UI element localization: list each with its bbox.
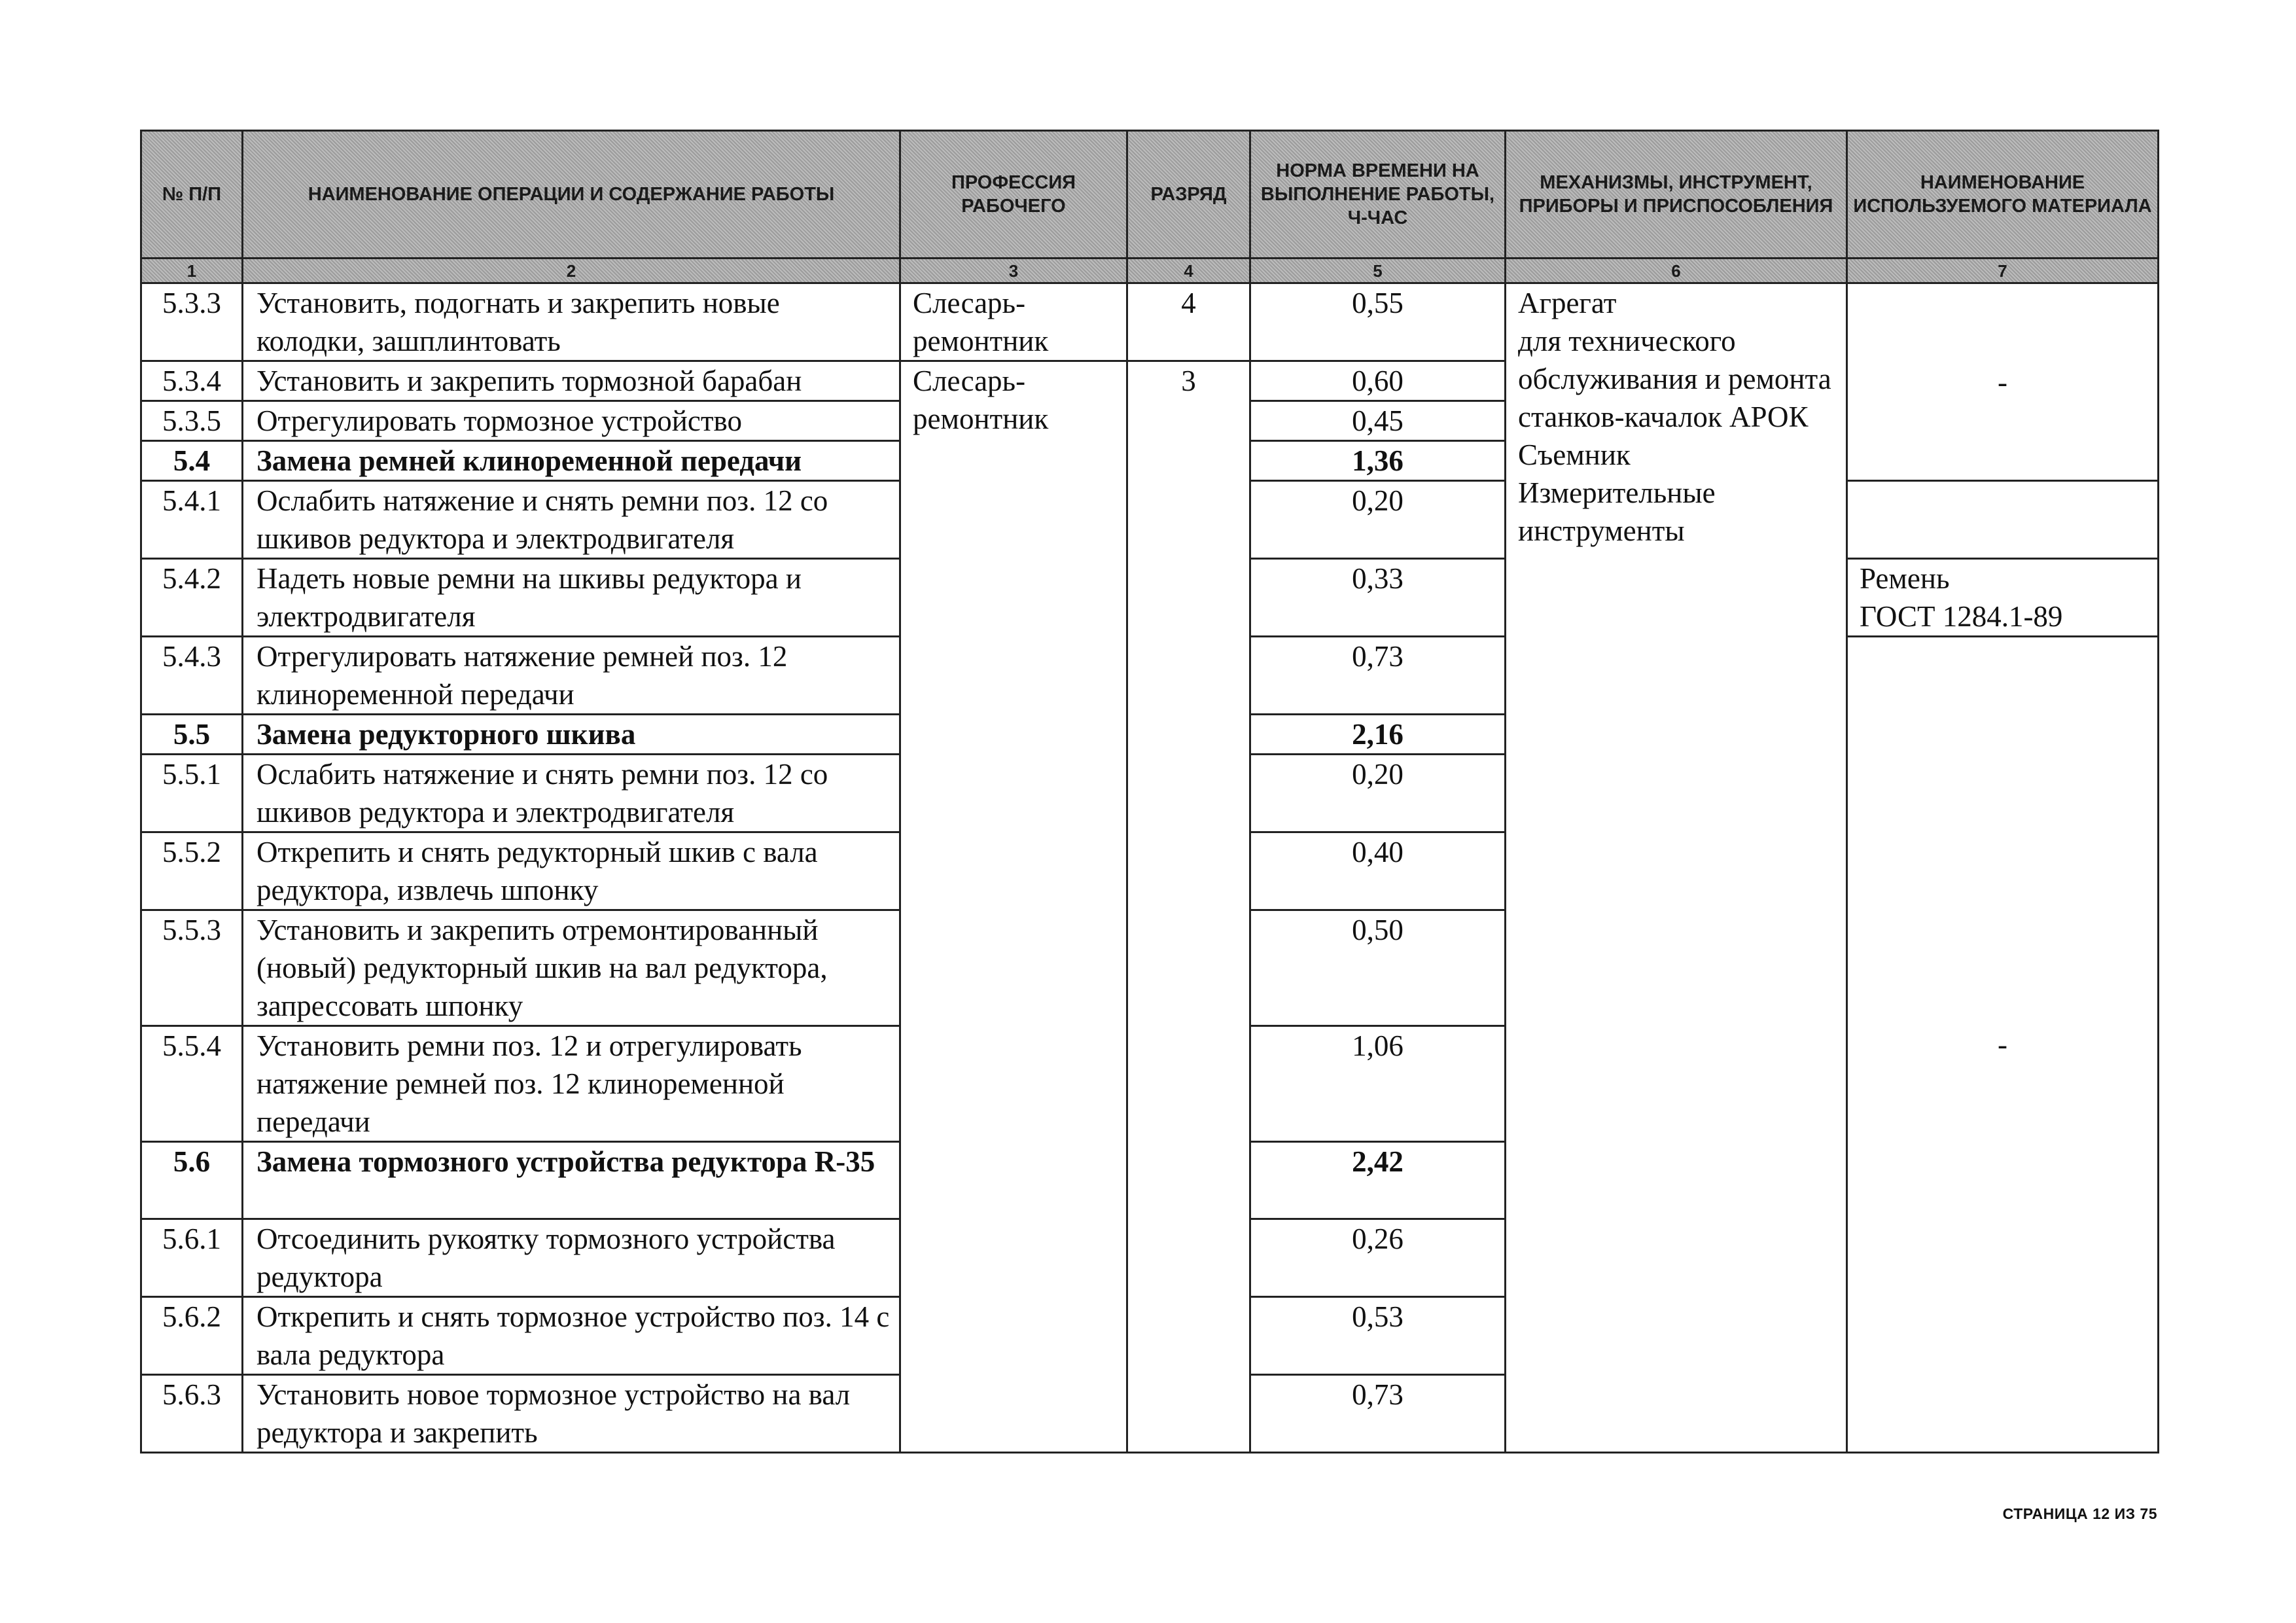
profession-cell: Слесарь- ремонтник: [900, 361, 1127, 1453]
row-number: 5.5.1: [141, 755, 243, 832]
column-number: 3: [900, 259, 1127, 283]
column-number: 1: [141, 259, 243, 283]
column-number: 2: [243, 259, 900, 283]
time-norm: 0,20: [1250, 755, 1506, 832]
time-norm: 0,45: [1250, 401, 1506, 441]
header-row: [141, 131, 2159, 259]
header-grade: РАЗРЯД: [1127, 131, 1250, 259]
column-number: 4: [1127, 259, 1250, 283]
row-number: 5.4: [141, 441, 243, 481]
operation-text: Отрегулировать натяжение ремней поз. 12 клиноременной передачи: [243, 637, 900, 715]
operation-text: Открепить и снять тормозное устройство поз. 14 с вала редуктора: [243, 1297, 900, 1375]
time-norm: 0,73: [1250, 1375, 1506, 1453]
column-number: 6: [1506, 259, 1847, 283]
operation-text: Отрегулировать тормозное устройство: [243, 401, 900, 441]
mechanisms-cell: Агрегат для технического обслуживания и ремонта станков-качалок АРОК Съемник Измерительные инструменты: [1506, 283, 1847, 1453]
row-number: 5.5: [141, 715, 243, 755]
operation-text: Открепить и снять редукторный шкив с вала редуктора, извлечь шпонку: [243, 832, 900, 910]
header-material: НАИМЕНОВАНИЕ ИСПОЛЬЗУЕМОГО МАТЕРИАЛА: [1847, 131, 2159, 259]
column-number-row: [141, 259, 2159, 283]
row-number: 5.6.2: [141, 1297, 243, 1375]
time-norm: 0,73: [1250, 637, 1506, 715]
operations-table: [140, 130, 2159, 1454]
section-title: Замена ремней клиноременной передачи: [243, 441, 900, 481]
header-time-norm: НОРМА ВРЕМЕНИ НА ВЫПОЛНЕНИЕ РАБОТЫ, Ч-ЧАС: [1250, 131, 1506, 259]
operation-text: Отсоединить рукоятку тормозного устройства редуктора: [243, 1219, 900, 1297]
table-row: [141, 283, 2159, 361]
time-norm: 1,36: [1250, 441, 1506, 481]
operation-text: Установить и закрепить тормозной барабан: [243, 361, 900, 401]
work-table-container: [140, 130, 2157, 1449]
material-cell: -: [1847, 637, 2159, 1453]
time-norm: 0,53: [1250, 1297, 1506, 1375]
time-norm: 2,16: [1250, 715, 1506, 755]
time-norm: 0,33: [1250, 559, 1506, 637]
material-cell: Ремень ГОСТ 1284.1-89: [1847, 559, 2159, 637]
grade-cell: 4: [1127, 283, 1250, 361]
header-profession: ПРОФЕССИЯ РАБОЧЕГО: [900, 131, 1127, 259]
row-number: 5.6.3: [141, 1375, 243, 1453]
time-norm: 0,55: [1250, 283, 1506, 361]
row-number: 5.3.5: [141, 401, 243, 441]
page-number: СТРАНИЦА 12 ИЗ 75: [2002, 1505, 2157, 1522]
operation-text: Установить и закрепить отремонтированный (новый) редукторный шкив на вал редуктора, запрессовать шпонку: [243, 910, 900, 1026]
row-number: 5.4.2: [141, 559, 243, 637]
operation-text: Ослабить натяжение и снять ремни поз. 12 со шкивов редуктора и электродвигателя: [243, 481, 900, 559]
time-norm: 0,40: [1250, 832, 1506, 910]
operation-text: Установить, подогнать и закрепить новые колодки, зашплинтовать: [243, 283, 900, 361]
row-number: 5.3.4: [141, 361, 243, 401]
row-number: 5.4.1: [141, 481, 243, 559]
time-norm: 2,42: [1250, 1142, 1506, 1219]
row-number: 5.5.3: [141, 910, 243, 1026]
operation-text: Установить новое тормозное устройство на вал редуктора и закрепить: [243, 1375, 900, 1453]
header-mechanisms: МЕХАНИЗМЫ, ИНСТРУМЕНТ, ПРИБОРЫ И ПРИСПОСОБЛЕНИЯ: [1506, 131, 1847, 259]
time-norm: 0,20: [1250, 481, 1506, 559]
row-number: 5.3.3: [141, 283, 243, 361]
section-title: Замена тормозного устройства редуктора R-35: [243, 1142, 900, 1219]
time-norm: 1,06: [1250, 1026, 1506, 1142]
material-cell: -: [1847, 283, 2159, 481]
section-title: Замена редукторного шкива: [243, 715, 900, 755]
profession-cell: Слесарь- ремонтник: [900, 283, 1127, 361]
row-number: 5.6: [141, 1142, 243, 1219]
row-number: 5.5.4: [141, 1026, 243, 1142]
grade-cell: 3: [1127, 361, 1250, 1453]
row-number: 5.4.3: [141, 637, 243, 715]
row-number: 5.5.2: [141, 832, 243, 910]
row-number: 5.6.1: [141, 1219, 243, 1297]
column-number: 5: [1250, 259, 1506, 283]
time-norm: 0,50: [1250, 910, 1506, 1026]
header-operation: НАИМЕНОВАНИЕ ОПЕРАЦИИ И СОДЕРЖАНИЕ РАБОТЫ: [243, 131, 900, 259]
column-number: 7: [1847, 259, 2159, 283]
operation-text: Ослабить натяжение и снять ремни поз. 12 со шкивов редуктора и электродвигателя: [243, 755, 900, 832]
operation-text: Установить ремни поз. 12 и отрегулировать натяжение ремней поз. 12 клиноременной передачи: [243, 1026, 900, 1142]
time-norm: 0,60: [1250, 361, 1506, 401]
operation-text: Надеть новые ремни на шкивы редуктора и электродвигателя: [243, 559, 900, 637]
material-cell-empty: [1847, 481, 2159, 559]
time-norm: 0,26: [1250, 1219, 1506, 1297]
header-number: № П/П: [141, 131, 243, 259]
